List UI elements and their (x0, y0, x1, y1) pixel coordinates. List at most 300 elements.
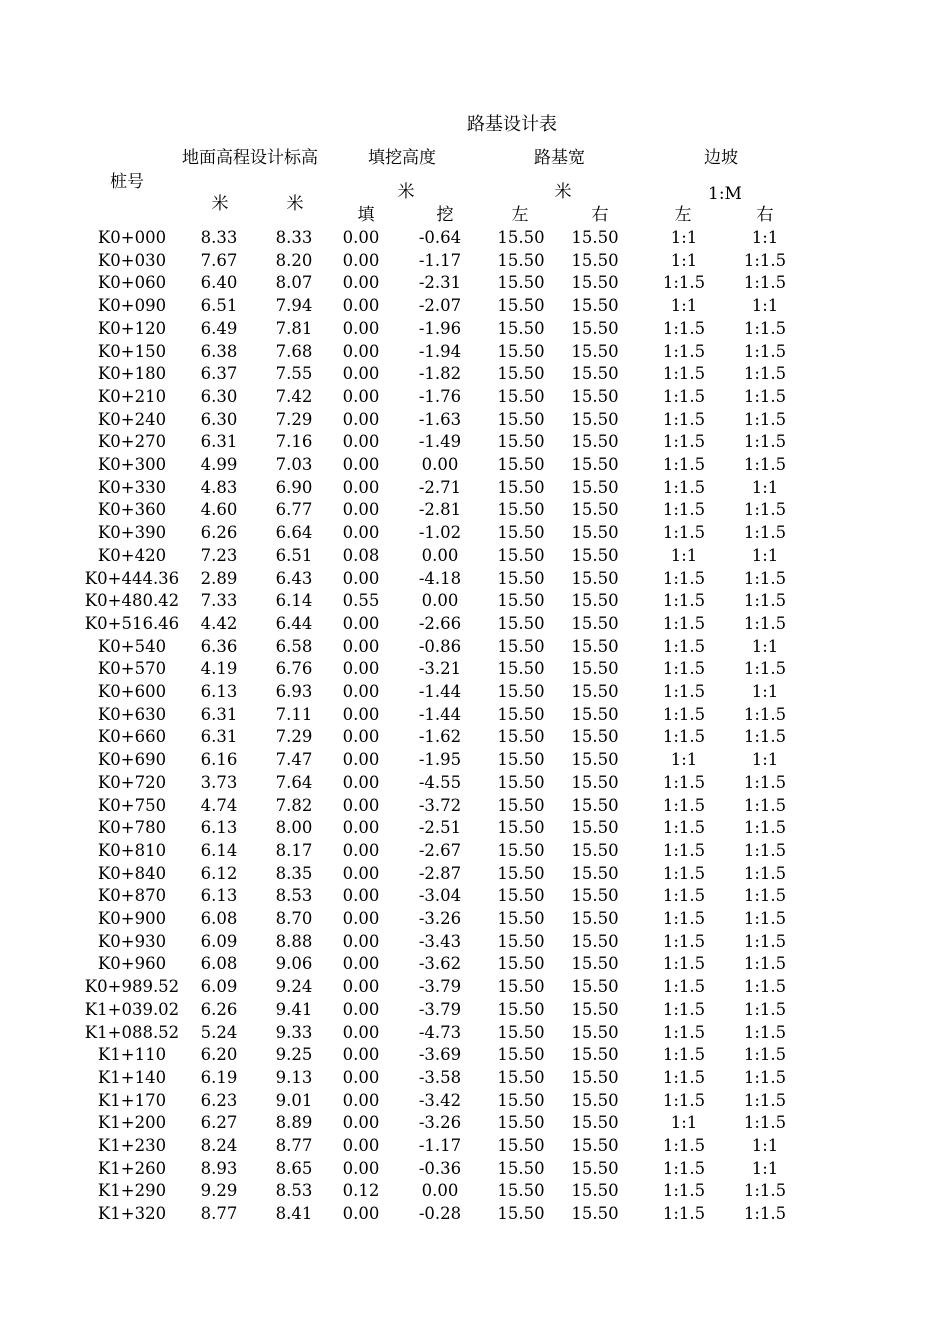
design-elev-cell: 9.06 (275, 954, 313, 974)
slope-right-cell: 1:1.5 (743, 613, 787, 633)
width-right-cell: 15.50 (571, 568, 619, 588)
slope-left-cell: 1:1.5 (662, 500, 706, 520)
ground-elev-cell: 6.16 (200, 750, 238, 770)
table-row (0, 658, 950, 681)
header-slope: 边坡 (704, 148, 738, 168)
width-left-cell: 15.50 (497, 977, 545, 997)
width-left-cell: 15.50 (497, 954, 545, 974)
design-elev-cell: 6.90 (275, 477, 313, 497)
slope-left-cell: 1:1.5 (662, 432, 706, 452)
width-right-cell: 15.50 (571, 477, 619, 497)
width-right-cell: 15.50 (571, 1090, 619, 1110)
width-left-cell: 15.50 (497, 1067, 545, 1087)
station-cell: K1+260 (97, 1158, 167, 1178)
station-cell: K0+930 (97, 931, 167, 951)
width-left-cell: 15.50 (497, 1113, 545, 1133)
station-cell: K0+900 (97, 909, 167, 928)
cut-cell: -1.63 (418, 409, 462, 429)
fill-cell: 0.00 (342, 750, 380, 770)
width-right-cell: 15.50 (571, 795, 619, 815)
ground-elev-cell: 6.30 (200, 386, 238, 406)
cut-cell: -1.02 (418, 523, 462, 543)
cut-cell: -1.94 (418, 341, 462, 361)
width-left-cell: 15.50 (497, 909, 545, 928)
slope-left-cell: 1:1.5 (662, 1022, 706, 1042)
header-ground-design: 地面高程设计标高 (182, 148, 318, 168)
cut-cell: -0.64 (418, 228, 462, 247)
ground-elev-cell: 6.31 (200, 704, 238, 724)
width-left-cell: 15.50 (497, 432, 545, 452)
ground-elev-cell: 6.20 (200, 1045, 238, 1065)
slope-left-cell: 1:1.5 (662, 1158, 706, 1178)
slope-right-cell: 1:1.5 (743, 772, 787, 792)
header-fill-cut: 填挖高度 (368, 148, 436, 168)
width-left-cell: 15.50 (497, 477, 545, 497)
header-station: 桩号 (110, 172, 144, 192)
slope-left-cell: 1:1.5 (662, 840, 706, 860)
unit-design: 米 (286, 194, 304, 214)
width-right-cell: 15.50 (571, 954, 619, 974)
slope-left-cell: 1:1 (670, 296, 698, 316)
width-right-cell: 15.50 (571, 250, 619, 270)
slope-left-cell: 1:1.5 (662, 977, 706, 997)
ground-elev-cell: 9.29 (200, 1181, 238, 1201)
slope-right-cell: 1:1.5 (743, 886, 787, 906)
cut-cell: -1.17 (418, 1136, 462, 1155)
subheader-cut: 挖 (436, 205, 454, 225)
table-row (0, 522, 950, 545)
table-row (0, 499, 950, 522)
table-row (0, 1067, 950, 1090)
cut-cell: -3.72 (418, 795, 462, 815)
slope-left-cell: 1:1.5 (662, 682, 706, 701)
table-row (0, 953, 950, 976)
design-elev-cell: 8.70 (275, 909, 313, 928)
ground-elev-cell: 6.36 (200, 636, 238, 656)
table-row (0, 1044, 950, 1067)
width-right-cell: 15.50 (571, 1204, 619, 1224)
slope-right-cell: 1:1.5 (743, 341, 787, 361)
slope-left-cell: 1:1.5 (662, 364, 706, 384)
design-elev-cell: 7.68 (275, 341, 313, 361)
subheader-width-left: 左 (511, 205, 529, 225)
cut-cell: -2.71 (418, 477, 462, 497)
width-right-cell: 15.50 (571, 863, 619, 883)
width-left-cell: 15.50 (497, 750, 545, 770)
slope-right-cell: 1:1.5 (743, 273, 787, 293)
width-left-cell: 15.50 (497, 863, 545, 883)
slope-left-cell: 1:1.5 (662, 1204, 706, 1224)
table-row (0, 772, 950, 795)
slope-right-cell: 1:1.5 (743, 1022, 787, 1042)
cut-cell: 0.00 (421, 1181, 459, 1201)
cut-cell: -2.51 (418, 818, 462, 838)
table-row (0, 545, 950, 568)
width-right-cell: 15.50 (571, 273, 619, 293)
width-left-cell: 15.50 (497, 386, 545, 406)
design-elev-cell: 7.64 (275, 772, 313, 792)
station-cell: K0+600 (97, 682, 167, 701)
design-elev-cell: 7.29 (275, 727, 313, 747)
ground-elev-cell: 6.31 (200, 432, 238, 452)
fill-cell: 0.00 (342, 523, 380, 543)
slope-left-cell: 1:1.5 (662, 318, 706, 338)
cut-cell: -1.44 (418, 704, 462, 724)
fill-cell: 0.55 (342, 591, 380, 611)
cut-cell: -2.81 (418, 500, 462, 520)
width-left-cell: 15.50 (497, 1022, 545, 1042)
fill-cell: 0.00 (342, 659, 380, 679)
ground-elev-cell: 6.08 (200, 954, 238, 974)
ground-elev-cell: 8.24 (200, 1136, 238, 1155)
cut-cell: -2.67 (418, 840, 462, 860)
fill-cell: 0.00 (342, 409, 380, 429)
fill-cell: 0.00 (342, 886, 380, 906)
station-cell: K0+660 (97, 727, 167, 747)
width-left-cell: 15.50 (497, 659, 545, 679)
fill-cell: 0.00 (342, 1090, 380, 1110)
width-left-cell: 15.50 (497, 250, 545, 270)
table-row (0, 999, 950, 1022)
station-cell: K1+200 (97, 1113, 167, 1133)
slope-left-cell: 1:1 (670, 545, 698, 565)
cut-cell: -2.31 (418, 273, 462, 293)
station-cell: K0+210 (97, 386, 167, 406)
design-elev-cell: 6.43 (275, 568, 313, 588)
cut-cell: 0.00 (421, 591, 459, 611)
design-elev-cell: 7.11 (275, 704, 313, 724)
cut-cell: -4.55 (418, 772, 462, 792)
ground-elev-cell: 6.40 (200, 273, 238, 293)
cut-cell: -1.82 (418, 364, 462, 384)
design-elev-cell: 9.25 (275, 1045, 313, 1065)
width-right-cell: 15.50 (571, 591, 619, 611)
slope-left-cell: 1:1.5 (662, 1181, 706, 1201)
slope-right-cell: 1:1 (751, 545, 779, 565)
width-right-cell: 15.50 (571, 1181, 619, 1201)
ground-elev-cell: 6.26 (200, 999, 238, 1019)
table-row (0, 817, 950, 840)
cut-cell: -3.69 (418, 1045, 462, 1065)
slope-right-cell: 1:1 (751, 636, 779, 656)
table-row (0, 726, 950, 749)
width-left-cell: 15.50 (497, 455, 545, 474)
width-right-cell: 15.50 (571, 455, 619, 474)
width-right-cell: 15.50 (571, 1158, 619, 1178)
ground-elev-cell: 6.13 (200, 682, 238, 701)
slope-right-cell: 1:1.5 (743, 840, 787, 860)
ground-elev-cell: 8.77 (200, 1204, 238, 1224)
fill-cell: 0.00 (342, 1136, 380, 1155)
fill-cell: 0.00 (342, 863, 380, 883)
ground-elev-cell: 8.33 (200, 228, 238, 247)
table-row (0, 976, 950, 999)
table-row (0, 386, 950, 409)
fill-cell: 0.00 (342, 840, 380, 860)
slope-left-cell: 1:1.5 (662, 455, 706, 474)
slope-right-cell: 1:1.5 (743, 1090, 787, 1110)
slope-left-cell: 1:1.5 (662, 477, 706, 497)
width-right-cell: 15.50 (571, 1022, 619, 1042)
ground-elev-cell: 6.49 (200, 318, 238, 338)
cut-cell: -4.73 (418, 1022, 462, 1042)
slope-right-cell: 1:1 (751, 228, 779, 247)
cut-cell: -1.44 (418, 682, 462, 701)
slope-left-cell: 1:1.5 (662, 636, 706, 656)
fill-cell: 0.00 (342, 727, 380, 747)
station-cell: K0+120 (97, 318, 167, 338)
table-row (0, 477, 950, 500)
table-row (0, 568, 950, 591)
slope-left-cell: 1:1.5 (662, 818, 706, 838)
table-row (0, 227, 950, 250)
ground-elev-cell: 6.08 (200, 909, 238, 928)
slope-right-cell: 1:1.5 (743, 364, 787, 384)
slope-left-cell: 1:1.5 (662, 523, 706, 543)
design-elev-cell: 7.94 (275, 296, 313, 316)
design-elev-cell: 9.41 (275, 999, 313, 1019)
width-left-cell: 15.50 (497, 636, 545, 656)
width-right-cell: 15.50 (571, 931, 619, 951)
cut-cell: -2.66 (418, 613, 462, 633)
slope-right-cell: 1:1.5 (743, 977, 787, 997)
ground-elev-cell: 4.99 (200, 455, 238, 474)
cut-cell: -0.36 (418, 1158, 462, 1178)
cut-cell: -1.76 (418, 386, 462, 406)
slope-right-cell: 1:1 (751, 1136, 779, 1155)
station-cell: K0+989.52 (84, 977, 180, 997)
design-elev-cell: 8.17 (275, 840, 313, 860)
table-row (0, 431, 950, 454)
width-left-cell: 15.50 (497, 568, 545, 588)
fill-cell: 0.00 (342, 954, 380, 974)
subheader-slope-left: 左 (674, 205, 692, 225)
design-elev-cell: 7.82 (275, 795, 313, 815)
slope-left-cell: 1:1.5 (662, 772, 706, 792)
cut-cell: -3.42 (418, 1090, 462, 1110)
width-right-cell: 15.50 (571, 909, 619, 928)
slope-left-cell: 1:1.5 (662, 591, 706, 611)
ground-elev-cell: 6.09 (200, 977, 238, 997)
fill-cell: 0.00 (342, 999, 380, 1019)
slope-left-cell: 1:1.5 (662, 273, 706, 293)
design-elev-cell: 6.58 (275, 636, 313, 656)
ground-elev-cell: 6.38 (200, 341, 238, 361)
slope-right-cell: 1:1 (751, 477, 779, 497)
width-right-cell: 15.50 (571, 1136, 619, 1155)
design-elev-cell: 8.35 (275, 863, 313, 883)
width-left-cell: 15.50 (497, 613, 545, 633)
ground-elev-cell: 6.37 (200, 364, 238, 384)
ground-elev-cell: 6.26 (200, 523, 238, 543)
width-right-cell: 15.50 (571, 613, 619, 633)
cut-cell: 0.00 (421, 545, 459, 565)
slope-left-cell: 1:1.5 (662, 568, 706, 588)
slope-left-cell: 1:1.5 (662, 931, 706, 951)
fill-cell: 0.00 (342, 364, 380, 384)
design-elev-cell: 7.81 (275, 318, 313, 338)
width-left-cell: 15.50 (497, 1158, 545, 1178)
ground-elev-cell: 6.30 (200, 409, 238, 429)
design-elev-cell: 6.14 (275, 591, 313, 611)
fill-cell: 0.00 (342, 228, 380, 247)
table-row (0, 795, 950, 818)
ground-elev-cell: 6.09 (200, 931, 238, 951)
station-cell: K1+230 (97, 1136, 167, 1155)
cut-cell: -3.62 (418, 954, 462, 974)
table-row (0, 1022, 950, 1045)
cut-cell: -3.79 (418, 999, 462, 1019)
width-left-cell: 15.50 (497, 1204, 545, 1224)
design-elev-cell: 7.16 (275, 432, 313, 452)
table-row (0, 250, 950, 273)
slope-right-cell: 1:1.5 (743, 1045, 787, 1065)
width-right-cell: 15.50 (571, 818, 619, 838)
design-elev-cell: 7.42 (275, 386, 313, 406)
ground-elev-cell: 6.13 (200, 886, 238, 906)
width-right-cell: 15.50 (571, 977, 619, 997)
cut-cell: 0.00 (421, 455, 459, 474)
design-elev-cell: 8.77 (275, 1136, 313, 1155)
width-left-cell: 15.50 (497, 1181, 545, 1201)
fill-cell: 0.00 (342, 455, 380, 474)
station-cell: K0+150 (97, 341, 167, 361)
header-width: 路基宽 (534, 148, 585, 168)
unit-fill-cut: 米 (397, 182, 415, 202)
fill-cell: 0.00 (342, 818, 380, 838)
slope-right-cell: 1:1.5 (743, 409, 787, 429)
slope-right-cell: 1:1.5 (743, 523, 787, 543)
slope-right-cell: 1:1.5 (743, 500, 787, 520)
cut-cell: -1.96 (418, 318, 462, 338)
station-cell: K0+570 (97, 659, 167, 679)
slope-right-cell: 1:1.5 (743, 591, 787, 611)
station-cell: K0+540 (97, 636, 167, 656)
slope-left-cell: 1:1.5 (662, 704, 706, 724)
width-right-cell: 15.50 (571, 999, 619, 1019)
cut-cell: -2.87 (418, 863, 462, 883)
slope-left-cell: 1:1.5 (662, 795, 706, 815)
fill-cell: 0.00 (342, 772, 380, 792)
table-row (0, 908, 950, 931)
design-elev-cell: 8.89 (275, 1113, 313, 1133)
table-row (0, 1158, 950, 1181)
design-elev-cell: 8.00 (275, 818, 313, 838)
station-cell: K1+320 (97, 1204, 167, 1224)
width-right-cell: 15.50 (571, 228, 619, 247)
design-elev-cell: 8.20 (275, 250, 313, 270)
design-elev-cell: 6.77 (275, 500, 313, 520)
width-left-cell: 15.50 (497, 273, 545, 293)
design-elev-cell: 7.29 (275, 409, 313, 429)
table-row (0, 1203, 950, 1226)
ground-elev-cell: 2.89 (200, 568, 238, 588)
cut-cell: -1.62 (418, 727, 462, 747)
station-cell: K1+290 (97, 1181, 167, 1201)
fill-cell: 0.00 (342, 318, 380, 338)
ground-elev-cell: 6.31 (200, 727, 238, 747)
width-left-cell: 15.50 (497, 886, 545, 906)
design-elev-cell: 8.88 (275, 931, 313, 951)
ground-elev-cell: 6.27 (200, 1113, 238, 1133)
ground-elev-cell: 6.12 (200, 863, 238, 883)
slope-left-cell: 1:1 (670, 228, 698, 247)
table-row (0, 636, 950, 659)
ground-elev-cell: 6.19 (200, 1067, 238, 1087)
slope-left-cell: 1:1.5 (662, 409, 706, 429)
station-cell: K1+170 (97, 1090, 167, 1110)
slope-left-cell: 1:1.5 (662, 1067, 706, 1087)
slope-right-cell: 1:1.5 (743, 863, 787, 883)
slope-left-cell: 1:1.5 (662, 1045, 706, 1065)
table-row (0, 318, 950, 341)
table-row (0, 363, 950, 386)
table-row (0, 341, 950, 364)
unit-width: 米 (554, 182, 572, 202)
slope-left-cell: 1:1 (670, 750, 698, 770)
slope-right-cell: 1:1.5 (743, 659, 787, 679)
slope-left-cell: 1:1.5 (662, 613, 706, 633)
cut-cell: -1.95 (418, 750, 462, 770)
fill-cell: 0.00 (342, 500, 380, 520)
table-row (0, 885, 950, 908)
width-left-cell: 15.50 (497, 704, 545, 724)
design-elev-cell: 9.33 (275, 1022, 313, 1042)
slope-right-cell: 1:1.5 (743, 1181, 787, 1201)
width-right-cell: 15.50 (571, 341, 619, 361)
design-elev-cell: 8.53 (275, 1181, 313, 1201)
width-left-cell: 15.50 (497, 296, 545, 316)
station-cell: K0+840 (97, 863, 167, 883)
fill-cell: 0.00 (342, 977, 380, 997)
subheader-width-right: 右 (591, 205, 609, 225)
table-row (0, 1090, 950, 1113)
width-left-cell: 15.50 (497, 795, 545, 815)
fill-cell: 0.00 (342, 1067, 380, 1087)
slope-left-cell: 1:1.5 (662, 886, 706, 906)
fill-cell: 0.00 (342, 636, 380, 656)
width-right-cell: 15.50 (571, 318, 619, 338)
station-cell: K0+810 (97, 840, 167, 860)
fill-cell: 0.08 (342, 545, 380, 565)
station-cell: K0+420 (97, 545, 167, 565)
width-left-cell: 15.50 (497, 999, 545, 1019)
station-cell: K0+300 (97, 455, 167, 474)
width-left-cell: 15.50 (497, 931, 545, 951)
cut-cell: -3.26 (418, 909, 462, 928)
width-right-cell: 15.50 (571, 1067, 619, 1087)
station-cell: K0+690 (97, 750, 167, 770)
width-left-cell: 15.50 (497, 1045, 545, 1065)
station-cell: K1+140 (97, 1067, 167, 1087)
fill-cell: 0.00 (342, 296, 380, 316)
station-cell: K0+516.46 (84, 613, 180, 633)
slope-right-cell: 1:1.5 (743, 727, 787, 747)
station-cell: K0+390 (97, 523, 167, 543)
fill-cell: 0.00 (342, 1113, 380, 1133)
slope-right-cell: 1:1.5 (743, 818, 787, 838)
slope-right-cell: 1:1.5 (743, 318, 787, 338)
cut-cell: -3.26 (418, 1113, 462, 1133)
cut-cell: -2.07 (418, 296, 462, 316)
width-left-cell: 15.50 (497, 500, 545, 520)
slope-right-cell: 1:1 (751, 296, 779, 316)
width-left-cell: 15.50 (497, 409, 545, 429)
station-cell: K0+480.42 (84, 591, 180, 611)
table-row (0, 295, 950, 318)
width-right-cell: 15.50 (571, 545, 619, 565)
width-left-cell: 15.50 (497, 545, 545, 565)
